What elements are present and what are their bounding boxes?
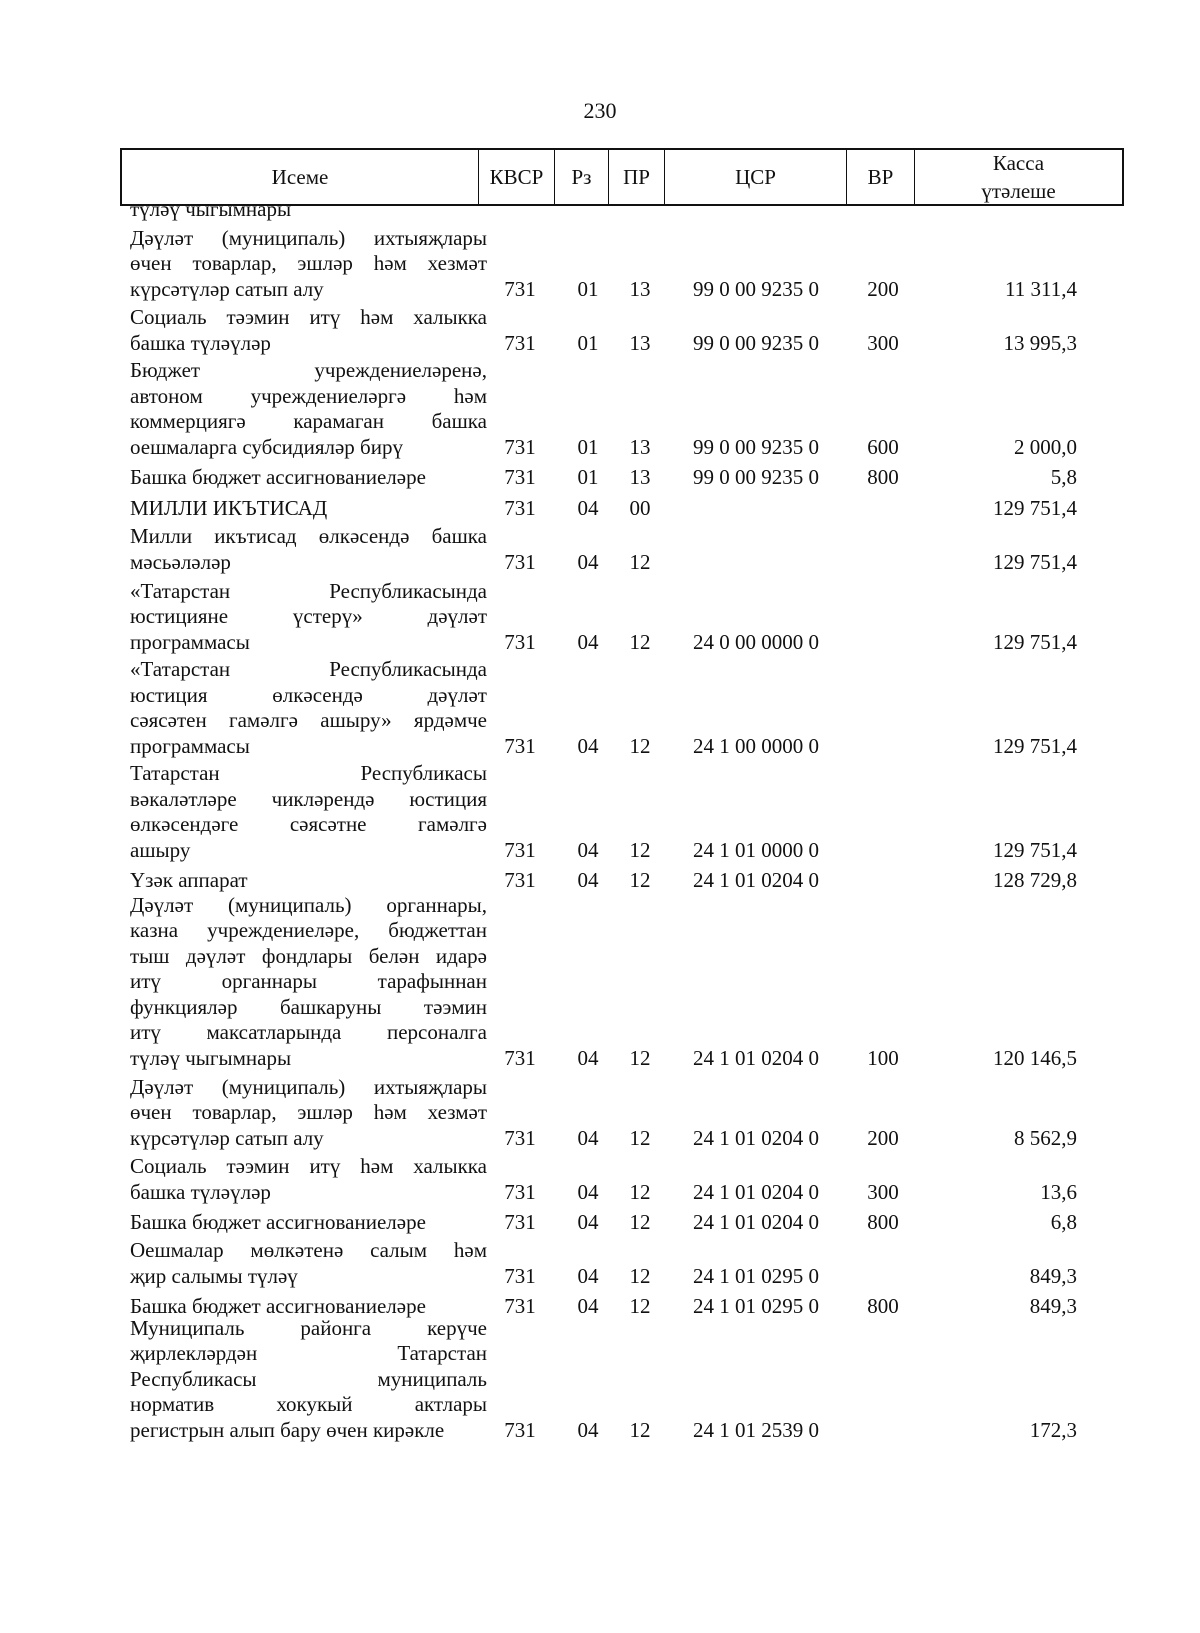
row-kvsr: 731 bbox=[504, 496, 536, 520]
row-rz: 04 bbox=[577, 496, 599, 520]
row-vr: 800 bbox=[867, 1210, 899, 1234]
row-csr: 99 0 00 9235 0 bbox=[693, 465, 819, 489]
row-csr: 24 1 01 0204 0 bbox=[693, 868, 819, 892]
row-kvsr: 731 bbox=[504, 1126, 536, 1150]
row-rz: 01 bbox=[577, 277, 599, 301]
row-rz: 04 bbox=[577, 1046, 599, 1070]
row-pr: 13 bbox=[629, 277, 651, 301]
row-rz: 01 bbox=[577, 331, 599, 355]
row-vr: 600 bbox=[867, 435, 899, 459]
row-kvsr: 731 bbox=[504, 630, 536, 654]
row-sum: 129 751,4 bbox=[993, 838, 1077, 862]
row-csr: 24 1 01 0000 0 bbox=[693, 838, 819, 862]
table-row bbox=[0, 1316, 1200, 1444]
table-row bbox=[0, 868, 1200, 894]
row-name-line: түләү чыгымнары bbox=[130, 196, 292, 221]
row-pr: 12 bbox=[629, 1126, 651, 1150]
row-rz: 04 bbox=[577, 1264, 599, 1288]
row-name bbox=[130, 761, 487, 863]
row-sum: 2 000,0 bbox=[1014, 435, 1077, 459]
row-sum: 6,8 bbox=[1050, 1210, 1077, 1234]
row-csr: 24 1 01 0204 0 bbox=[693, 1210, 819, 1234]
row-name-line: программасы bbox=[130, 733, 250, 758]
row-csr: 24 1 01 0204 0 bbox=[693, 1046, 819, 1070]
row-name-line: түләү чыгымнары bbox=[130, 1045, 292, 1070]
row-kvsr: 731 bbox=[504, 1418, 536, 1442]
table-row bbox=[0, 893, 1200, 1072]
row-name-line: программасы bbox=[130, 629, 250, 654]
row-rz: 01 bbox=[577, 435, 599, 459]
row-csr: 99 0 00 9235 0 bbox=[693, 277, 819, 301]
row-vr: 200 bbox=[867, 1126, 899, 1150]
row-name bbox=[130, 358, 487, 460]
header-pr: ПР bbox=[608, 150, 664, 204]
row-name-line: Башка бюджет ассигнованиеләре bbox=[130, 464, 426, 489]
row-rz: 04 bbox=[577, 1126, 599, 1150]
row-rz: 04 bbox=[577, 630, 599, 654]
row-name-line: Социаль тәэмин итү һәм халыкка bbox=[130, 305, 487, 329]
row-csr: 24 1 01 0295 0 bbox=[693, 1264, 819, 1288]
row-pr: 13 bbox=[629, 465, 651, 489]
row-name bbox=[130, 1316, 487, 1444]
row-vr: 300 bbox=[867, 1180, 899, 1204]
row-sum: 172,3 bbox=[1029, 1418, 1077, 1442]
row-vr: 800 bbox=[867, 1294, 899, 1318]
row-csr: 99 0 00 9235 0 bbox=[693, 331, 819, 355]
row-pr: 12 bbox=[629, 1264, 651, 1288]
row-sum: 11 311,4 bbox=[1005, 277, 1077, 301]
row-name-line: Республикасы муниципаль bbox=[130, 1366, 487, 1391]
row-name-line: регистрын алып бару өчен кирәкле bbox=[130, 1417, 445, 1442]
row-csr: 24 1 00 0000 0 bbox=[693, 734, 819, 758]
header-sum-line2: үтәлеше bbox=[981, 179, 1056, 203]
row-rz: 04 bbox=[577, 868, 599, 892]
row-kvsr: 731 bbox=[504, 331, 536, 355]
row-sum: 120 146,5 bbox=[993, 1046, 1077, 1070]
row-name bbox=[130, 657, 487, 759]
row-name-line: «Татарстан Республикасында bbox=[130, 657, 487, 681]
row-name bbox=[130, 868, 487, 894]
row-rz: 04 bbox=[577, 550, 599, 574]
row-name-line: Башка бюджет ассигнованиеләре bbox=[130, 1209, 426, 1234]
table-row bbox=[0, 496, 1200, 522]
row-kvsr: 731 bbox=[504, 1210, 536, 1234]
row-csr: 24 1 01 0295 0 bbox=[693, 1294, 819, 1318]
row-pr: 12 bbox=[629, 1046, 651, 1070]
row-name-line: өлкәсендәге сәясәтне гамәлгә bbox=[130, 812, 487, 836]
row-name-line: казна учреждениеләре, бюджеттан bbox=[130, 918, 487, 942]
row-csr: 24 0 00 0000 0 bbox=[693, 630, 819, 654]
row-name bbox=[130, 1210, 487, 1236]
row-rz: 04 bbox=[577, 734, 599, 758]
row-name-line: функцияләр башкаруны тәэмин bbox=[130, 994, 487, 1019]
row-pr: 12 bbox=[629, 868, 651, 892]
row-kvsr: 731 bbox=[504, 1046, 536, 1070]
table-row bbox=[0, 524, 1200, 575]
row-kvsr: 731 bbox=[504, 1294, 536, 1318]
row-csr: 24 1 01 0204 0 bbox=[693, 1126, 819, 1150]
row-rz: 01 bbox=[577, 465, 599, 489]
row-kvsr: 731 bbox=[504, 1264, 536, 1288]
page-number: 230 bbox=[583, 98, 617, 123]
row-name-line: өчен товарлар, эшләр һәм хезмәт bbox=[130, 1100, 487, 1124]
row-name-line: Дәүләт (муниципаль) ихтыяҗлары bbox=[130, 225, 487, 250]
header-name: Исеме bbox=[271, 165, 329, 189]
row-sum: 5,8 bbox=[1050, 465, 1077, 489]
row-pr: 13 bbox=[629, 331, 651, 355]
row-rz: 04 bbox=[577, 838, 599, 862]
row-kvsr: 731 bbox=[504, 435, 536, 459]
row-name-line: күрсәтүләр сатып алу bbox=[130, 276, 324, 301]
row-pr: 12 bbox=[629, 1180, 651, 1204]
row-kvsr: 731 bbox=[504, 465, 536, 489]
row-name-line: норматив хокукый актлары bbox=[130, 1392, 487, 1416]
row-csr: 24 1 01 0204 0 bbox=[693, 1180, 819, 1204]
row-pr: 12 bbox=[629, 838, 651, 862]
row-sum: 13,6 bbox=[1040, 1180, 1077, 1204]
row-rz: 04 bbox=[577, 1418, 599, 1442]
header-rz: Рз bbox=[554, 150, 608, 204]
row-name-line: Оешмалар мөлкәтенә салым һәм bbox=[130, 1238, 487, 1262]
row-name-line: өчен товарлар, эшләр һәм хезмәт bbox=[130, 251, 487, 275]
row-sum: 129 751,4 bbox=[993, 496, 1077, 520]
row-name-line: башка түләүләр bbox=[130, 1179, 271, 1204]
header-vr: ВР bbox=[846, 150, 914, 204]
table-row bbox=[0, 465, 1200, 491]
row-name-line: итү органнары тарафыннан bbox=[130, 969, 487, 993]
row-name bbox=[130, 524, 487, 575]
row-kvsr: 731 bbox=[504, 550, 536, 574]
row-name-line: Бюджет учреждениеләренә, bbox=[130, 358, 487, 382]
row-rz: 04 bbox=[577, 1210, 599, 1234]
header-kvsr: КВСР bbox=[478, 150, 554, 204]
row-kvsr: 731 bbox=[504, 1180, 536, 1204]
table-row bbox=[0, 1154, 1200, 1205]
header-csr: ЦСР bbox=[664, 150, 846, 204]
row-name-line: Башка бюджет ассигнованиеләре bbox=[130, 1293, 426, 1318]
row-vr: 800 bbox=[867, 465, 899, 489]
row-name-line: коммерциягә карамаган башка bbox=[130, 409, 487, 433]
row-sum: 128 729,8 bbox=[993, 868, 1077, 892]
row-csr: 24 1 01 2539 0 bbox=[693, 1418, 819, 1442]
row-name bbox=[130, 496, 487, 522]
table-row bbox=[0, 657, 1200, 759]
row-name bbox=[130, 1075, 487, 1152]
table-row bbox=[0, 358, 1200, 460]
row-name-line: Муниципаль районга керүче bbox=[130, 1315, 487, 1340]
row-pr: 12 bbox=[629, 1418, 651, 1442]
row-name-line: күрсәтүләр сатып алу bbox=[130, 1125, 324, 1150]
row-kvsr: 731 bbox=[504, 868, 536, 892]
table-row bbox=[0, 1238, 1200, 1289]
row-name-line: Дәүләт (муниципаль) органнары, bbox=[130, 892, 487, 917]
table-row bbox=[0, 197, 1200, 223]
row-name-line: автоном учреждениеләргә һәм bbox=[130, 383, 487, 408]
row-sum: 849,3 bbox=[1029, 1264, 1077, 1288]
row-name bbox=[130, 305, 487, 356]
row-name-line: җирлекләрдән Татарстан bbox=[130, 1341, 487, 1365]
row-pr: 12 bbox=[629, 630, 651, 654]
row-name-line: Дәүләт (муниципаль) ихтыяҗлары bbox=[130, 1074, 487, 1099]
table-row bbox=[0, 226, 1200, 303]
row-pr: 12 bbox=[629, 734, 651, 758]
row-name-line: тыш дәүләт фондлары белән идарә bbox=[130, 943, 487, 968]
row-name-line: Социаль тәэмин итү һәм халыкка bbox=[130, 1154, 487, 1178]
row-name-line: мәсьәләләр bbox=[130, 549, 231, 574]
row-kvsr: 731 bbox=[504, 734, 536, 758]
row-name bbox=[130, 1154, 487, 1205]
row-name-line: вәкаләтләре чикләрендә юстиция bbox=[130, 786, 487, 811]
table-row bbox=[0, 305, 1200, 356]
row-pr: 12 bbox=[629, 1210, 651, 1234]
row-name-line: МИЛЛИ ИКЪТИСАД bbox=[130, 495, 328, 520]
row-name-line: сәясәтен гамәлгә ашыру» ярдәмче bbox=[130, 708, 487, 732]
row-vr: 300 bbox=[867, 331, 899, 355]
row-name-line: юстицияне үстерү» дәүләт bbox=[130, 604, 487, 628]
row-pr: 13 bbox=[629, 435, 651, 459]
row-sum: 129 751,4 bbox=[993, 734, 1077, 758]
row-name-line: оешмаларга субсидияләр бирү bbox=[130, 434, 403, 459]
row-rz: 04 bbox=[577, 1294, 599, 1318]
row-name-line: башка түләүләр bbox=[130, 330, 271, 355]
row-name bbox=[130, 197, 487, 223]
row-kvsr: 731 bbox=[504, 277, 536, 301]
table-row bbox=[0, 761, 1200, 863]
row-sum: 849,3 bbox=[1029, 1294, 1077, 1318]
header-sum-line1: Касса bbox=[992, 151, 1045, 175]
row-name bbox=[130, 465, 487, 491]
row-pr: 00 bbox=[629, 496, 651, 520]
row-vr: 100 bbox=[867, 1046, 899, 1070]
row-vr: 200 bbox=[867, 277, 899, 301]
row-sum: 129 751,4 bbox=[993, 550, 1077, 574]
row-name bbox=[130, 893, 487, 1072]
row-name-line: җир салымы түләү bbox=[130, 1263, 298, 1288]
row-name bbox=[130, 1238, 487, 1289]
row-name bbox=[130, 579, 487, 656]
row-csr: 99 0 00 9235 0 bbox=[693, 435, 819, 459]
row-pr: 12 bbox=[629, 550, 651, 574]
row-name-line: «Татарстан Республикасында bbox=[130, 578, 487, 603]
row-name bbox=[130, 226, 487, 303]
table-row bbox=[0, 579, 1200, 656]
row-name-line: Үзәк аппарат bbox=[130, 867, 248, 892]
row-sum: 8 562,9 bbox=[1014, 1126, 1077, 1150]
row-name-line: итү максатларында персоналга bbox=[130, 1020, 487, 1044]
row-pr: 12 bbox=[629, 1294, 651, 1318]
table-row bbox=[0, 1210, 1200, 1236]
row-name-line: юстиция өлкәсендә дәүләт bbox=[130, 682, 487, 707]
row-sum: 13 995,3 bbox=[1003, 331, 1077, 355]
table-row bbox=[0, 1075, 1200, 1152]
row-name-line: Татарстан Республикасы bbox=[130, 761, 487, 785]
row-name-line: Милли икътисад өлкәсендә башка bbox=[130, 524, 487, 548]
row-kvsr: 731 bbox=[504, 838, 536, 862]
row-sum: 129 751,4 bbox=[993, 630, 1077, 654]
row-name-line: ашыру bbox=[130, 837, 191, 862]
row-rz: 04 bbox=[577, 1180, 599, 1204]
